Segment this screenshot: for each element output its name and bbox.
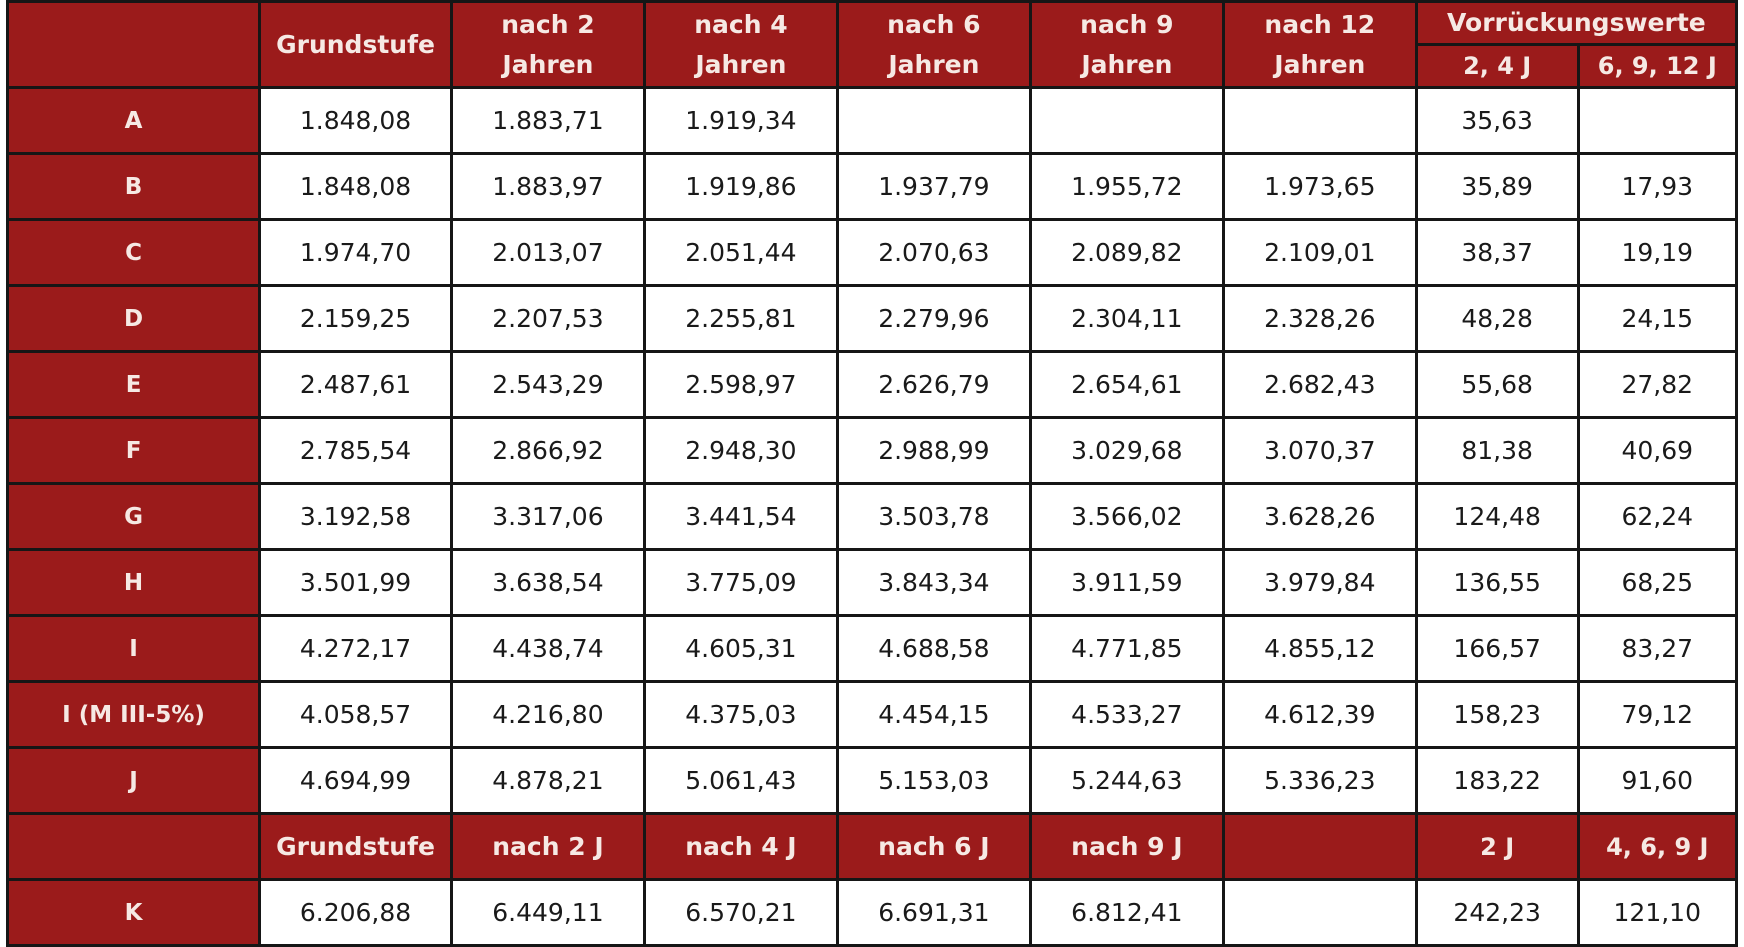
table-cell: 5.336,23 xyxy=(1223,748,1416,814)
row-label: F xyxy=(8,418,260,484)
table-cell: 6.691,31 xyxy=(837,880,1030,946)
table-cell: 2.682,43 xyxy=(1223,352,1416,418)
table-cell: 5.244,63 xyxy=(1030,748,1223,814)
row-label: I (M III-5%) xyxy=(8,682,260,748)
table-cell: 1.974,70 xyxy=(260,220,452,286)
header-line1: nach 6 xyxy=(887,9,981,39)
table-cell: 2.207,53 xyxy=(451,286,644,352)
header-line2: Jahren xyxy=(1081,49,1173,79)
table-cell xyxy=(1223,880,1416,946)
salary-table xyxy=(6,0,1738,947)
table-row xyxy=(8,550,1737,616)
row-label: G xyxy=(8,484,260,550)
header-line1: nach 9 xyxy=(1080,9,1174,39)
table-cell: 2.948,30 xyxy=(644,418,837,484)
table-cell: 2.785,54 xyxy=(260,418,452,484)
salary-table-wrapper xyxy=(6,0,1738,947)
table-cell: 35,63 xyxy=(1416,88,1578,154)
header-k-empty xyxy=(1223,814,1416,880)
table-cell: 17,93 xyxy=(1578,154,1736,220)
table-row xyxy=(8,682,1737,748)
table-cell: 1.883,71 xyxy=(451,88,644,154)
table-cell: 2.109,01 xyxy=(1223,220,1416,286)
header-nach-9-jahren xyxy=(1030,2,1223,88)
table-cell: 6.812,41 xyxy=(1030,880,1223,946)
table-row xyxy=(8,748,1737,814)
header-row-k xyxy=(8,814,1737,880)
table-row xyxy=(8,220,1737,286)
header-k-nach-6: nach 6 J xyxy=(837,814,1030,880)
table-cell: 2.988,99 xyxy=(837,418,1030,484)
table-cell: 2.051,44 xyxy=(644,220,837,286)
table-cell: 2.279,96 xyxy=(837,286,1030,352)
table-cell xyxy=(837,88,1030,154)
corner-header-cell xyxy=(8,2,260,88)
table-cell: 4.375,03 xyxy=(644,682,837,748)
table-cell: 2.304,11 xyxy=(1030,286,1223,352)
table-cell: 2.626,79 xyxy=(837,352,1030,418)
table-cell: 1.919,34 xyxy=(644,88,837,154)
table-row xyxy=(8,88,1737,154)
table-cell: 68,25 xyxy=(1578,550,1736,616)
table-cell: 5.153,03 xyxy=(837,748,1030,814)
header-nach-6-jahren xyxy=(837,2,1030,88)
table-cell: 3.070,37 xyxy=(1223,418,1416,484)
table-cell: 91,60 xyxy=(1578,748,1736,814)
table-cell: 4.058,57 xyxy=(260,682,452,748)
header-line2: Jahren xyxy=(502,49,594,79)
table-cell: 3.317,06 xyxy=(451,484,644,550)
table-cell: 1.937,79 xyxy=(837,154,1030,220)
table-cell: 35,89 xyxy=(1416,154,1578,220)
table-cell: 62,24 xyxy=(1578,484,1736,550)
table-row xyxy=(8,880,1737,946)
row-label: A xyxy=(8,88,260,154)
header-k-vorrueckung-4-6-9: 4, 6, 9 J xyxy=(1578,814,1736,880)
table-cell: 136,55 xyxy=(1416,550,1578,616)
table-cell: 124,48 xyxy=(1416,484,1578,550)
header-line2: Jahren xyxy=(1274,49,1366,79)
row-label: I xyxy=(8,616,260,682)
header-grundstufe: Grundstufe xyxy=(260,2,452,88)
table-body xyxy=(8,88,1737,946)
table-cell: 1.848,08 xyxy=(260,88,452,154)
table-cell: 3.979,84 xyxy=(1223,550,1416,616)
table-cell: 5.061,43 xyxy=(644,748,837,814)
table-cell: 2.013,07 xyxy=(451,220,644,286)
table-row xyxy=(8,616,1737,682)
table-cell: 1.848,08 xyxy=(260,154,452,220)
table-cell: 81,38 xyxy=(1416,418,1578,484)
table-cell: 1.973,65 xyxy=(1223,154,1416,220)
row-label: K xyxy=(8,880,260,946)
header-line2: Jahren xyxy=(695,49,787,79)
table-cell: 3.638,54 xyxy=(451,550,644,616)
table-cell: 2.089,82 xyxy=(1030,220,1223,286)
table-cell: 2.328,26 xyxy=(1223,286,1416,352)
table-cell xyxy=(1578,88,1736,154)
header-nach-12-jahren xyxy=(1223,2,1416,88)
table-cell: 3.029,68 xyxy=(1030,418,1223,484)
table-cell: 19,19 xyxy=(1578,220,1736,286)
table-cell: 2.543,29 xyxy=(451,352,644,418)
header-line1: nach 4 xyxy=(694,9,788,39)
table-cell: 83,27 xyxy=(1578,616,1736,682)
header-row-top xyxy=(8,2,1737,45)
row-label: E xyxy=(8,352,260,418)
header-line1: nach 12 xyxy=(1264,9,1376,39)
table-cell: 1.883,97 xyxy=(451,154,644,220)
table-cell: 4.694,99 xyxy=(260,748,452,814)
header-nach-2-jahren xyxy=(451,2,644,88)
table-row xyxy=(8,154,1737,220)
table-cell: 158,23 xyxy=(1416,682,1578,748)
table-cell: 4.533,27 xyxy=(1030,682,1223,748)
table-cell: 2.159,25 xyxy=(260,286,452,352)
table-cell: 4.605,31 xyxy=(644,616,837,682)
table-cell: 2.598,97 xyxy=(644,352,837,418)
table-cell: 121,10 xyxy=(1578,880,1736,946)
table-cell: 3.843,34 xyxy=(837,550,1030,616)
header-line1: nach 2 xyxy=(501,9,595,39)
row-label: H xyxy=(8,550,260,616)
table-cell: 4.438,74 xyxy=(451,616,644,682)
header-line2: Jahren xyxy=(888,49,980,79)
table-cell: 2.654,61 xyxy=(1030,352,1223,418)
table-cell: 3.775,09 xyxy=(644,550,837,616)
table-cell: 242,23 xyxy=(1416,880,1578,946)
table-cell: 79,12 xyxy=(1578,682,1736,748)
table-cell: 4.771,85 xyxy=(1030,616,1223,682)
table-row xyxy=(8,352,1737,418)
header-vorrueckung-2-4: 2, 4 J xyxy=(1416,45,1578,88)
header-k-nach-2: nach 2 J xyxy=(451,814,644,880)
table-cell: 24,15 xyxy=(1578,286,1736,352)
table-cell: 4.855,12 xyxy=(1223,616,1416,682)
table-cell: 1.955,72 xyxy=(1030,154,1223,220)
table-cell: 4.272,17 xyxy=(260,616,452,682)
table-cell: 2.866,92 xyxy=(451,418,644,484)
header-k-corner xyxy=(8,814,260,880)
header-k-vorrueckung-2: 2 J xyxy=(1416,814,1578,880)
row-label: D xyxy=(8,286,260,352)
table-cell: 183,22 xyxy=(1416,748,1578,814)
table-row xyxy=(8,418,1737,484)
table-cell: 6.570,21 xyxy=(644,880,837,946)
table-cell: 3.503,78 xyxy=(837,484,1030,550)
table-cell: 3.566,02 xyxy=(1030,484,1223,550)
table-cell: 4.878,21 xyxy=(451,748,644,814)
row-label: B xyxy=(8,154,260,220)
table-row xyxy=(8,286,1737,352)
header-vorrueckungswerte: Vorrückungswerte xyxy=(1416,2,1736,45)
table-cell: 1.919,86 xyxy=(644,154,837,220)
table-cell: 3.192,58 xyxy=(260,484,452,550)
table-cell: 55,68 xyxy=(1416,352,1578,418)
table-cell: 27,82 xyxy=(1578,352,1736,418)
table-cell: 48,28 xyxy=(1416,286,1578,352)
table-cell: 40,69 xyxy=(1578,418,1736,484)
table-cell: 2.255,81 xyxy=(644,286,837,352)
table-cell: 2.070,63 xyxy=(837,220,1030,286)
header-vorrueckung-6-9-12: 6, 9, 12 J xyxy=(1578,45,1736,88)
table-cell: 4.216,80 xyxy=(451,682,644,748)
table-cell: 6.206,88 xyxy=(260,880,452,946)
row-label: C xyxy=(8,220,260,286)
table-cell: 4.688,58 xyxy=(837,616,1030,682)
table-cell: 3.501,99 xyxy=(260,550,452,616)
table-cell: 3.911,59 xyxy=(1030,550,1223,616)
table-cell: 166,57 xyxy=(1416,616,1578,682)
row-label: J xyxy=(8,748,260,814)
header-k-grundstufe: Grundstufe xyxy=(260,814,452,880)
table-cell: 3.628,26 xyxy=(1223,484,1416,550)
table-cell: 4.454,15 xyxy=(837,682,1030,748)
table-cell: 38,37 xyxy=(1416,220,1578,286)
header-k-nach-9: nach 9 J xyxy=(1030,814,1223,880)
table-cell: 6.449,11 xyxy=(451,880,644,946)
table-row xyxy=(8,484,1737,550)
table-cell: 4.612,39 xyxy=(1223,682,1416,748)
header-nach-4-jahren xyxy=(644,2,837,88)
table-cell: 3.441,54 xyxy=(644,484,837,550)
table-cell xyxy=(1030,88,1223,154)
table-cell: 2.487,61 xyxy=(260,352,452,418)
table-cell xyxy=(1223,88,1416,154)
header-k-nach-4: nach 4 J xyxy=(644,814,837,880)
